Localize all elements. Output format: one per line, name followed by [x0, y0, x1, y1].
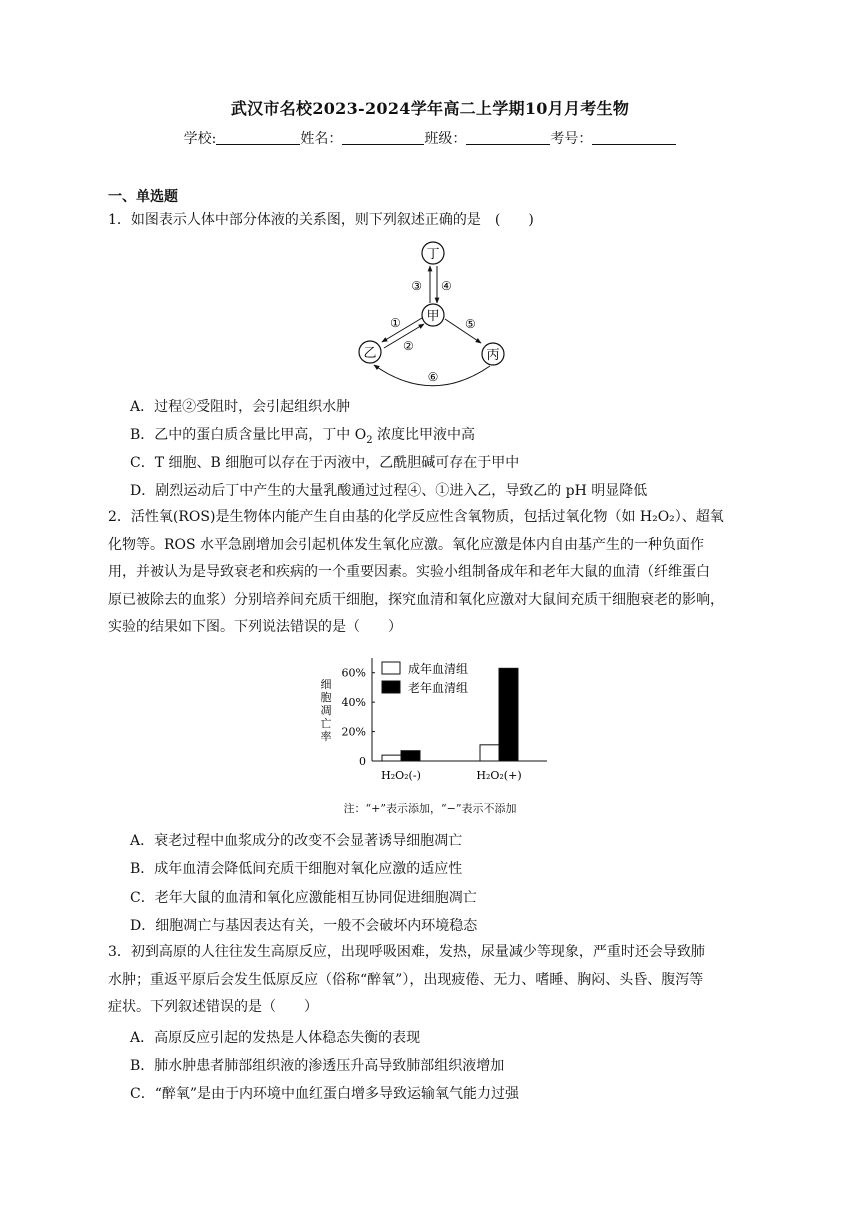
y-axis-label-char: 亡	[320, 717, 332, 730]
q2-option-a[interactable]: A．衰老过程中血浆成分的改变不会显著诱导细胞凋亡	[130, 833, 463, 849]
exam-no-blank[interactable]	[592, 130, 676, 145]
legend-swatch	[382, 662, 400, 674]
node-bing	[482, 343, 504, 365]
name-blank[interactable]	[342, 130, 424, 145]
svg-text:乙: 乙	[363, 346, 377, 361]
y-axis-label-char: 凋	[320, 704, 332, 717]
x-tick-label: H₂O₂(-)	[381, 769, 421, 782]
y-tick-label: 60%	[341, 666, 366, 680]
label-2: ②	[403, 339, 414, 353]
school-label: 学校:	[183, 131, 217, 147]
legend-label: 老年血清组	[408, 681, 469, 695]
label-1: ①	[390, 316, 401, 330]
exam-title: 武汉市名校2023-2024学年高二上学期10月月考生物	[230, 99, 630, 118]
x-tick-label: H₂O₂(+)	[476, 769, 522, 782]
bar-elderly-0	[401, 751, 420, 761]
q3-option-a[interactable]: A．高原反应引起的发热是人体稳态失衡的表现	[130, 1030, 421, 1046]
y-tick-label: 40%	[341, 696, 366, 710]
q1-stem: 1．如图表示人体中部分体液的关系图，则下列叙述正确的是 ( )	[108, 212, 534, 228]
svg-text:丁: 丁	[426, 247, 440, 262]
q2-option-c[interactable]: C．老年大鼠的血清和氧化应激能相互协同促进细胞凋亡	[130, 890, 477, 906]
node-yi	[359, 341, 381, 363]
label-4: ④	[441, 279, 452, 293]
label-5: ⑤	[465, 317, 476, 331]
q3-stem: 3．初到高原的人往往发生高原反应，出现呼吸困难，发热，尿量减少等现象，严重时还会导致肺 水肿；重返平原后会发生低原反应（俗称“醉氧”），出现疲倦、无力、嗜睡、胸闷、头昏、腹泻等 症状。下列叙述错误的是（ ）	[108, 944, 705, 1015]
node-ding	[422, 242, 444, 264]
y-tick-label: 20%	[341, 725, 366, 739]
q1-option-a[interactable]: A．过程②受阻时，会引起组织水肿	[130, 399, 351, 415]
q1-option-b[interactable]: B．乙中的蛋白质含量比甲高，丁中 $O_2$ 浓度比甲液中高	[130, 427, 476, 446]
legend-label: 成年血清组	[408, 662, 469, 676]
section-heading: 一、单选题	[108, 189, 178, 205]
legend-swatch	[382, 681, 400, 693]
q2-option-d[interactable]: D．细胞凋亡与基因表达有关，一般不会破坏内环境稳态	[130, 918, 478, 934]
q1-option-c[interactable]: C．T 细胞、B 细胞可以存在于丙液中，乙酰胆碱可存在于甲中	[130, 455, 520, 471]
y-tick-label: 0	[359, 755, 366, 768]
body-fluid-diagram	[350, 238, 520, 388]
node-jia	[422, 304, 444, 326]
svg-text:丙: 丙	[486, 348, 500, 363]
exam-no-label: 考号：	[550, 131, 593, 147]
bar-adult-0	[382, 755, 401, 761]
svg-text:甲: 甲	[426, 309, 440, 324]
label-3: ③	[411, 279, 422, 293]
school-blank[interactable]	[216, 130, 300, 145]
y-axis-label-char: 细	[320, 678, 332, 691]
y-axis-label-char: 胞	[320, 691, 332, 704]
y-axis-label-char: 率	[320, 730, 332, 743]
name-label: 姓名：	[300, 131, 343, 147]
arrow-1	[382, 318, 422, 342]
student-info-line	[0, 128, 860, 148]
chart-note: 注：“+”表示添加，“−”表示不添加	[343, 802, 517, 815]
q3-option-c[interactable]: C．“醉氧”是由于内环境中血红蛋白增多导致运输氧气能力过强	[130, 1086, 520, 1102]
q2-stem: 2．活性氧(ROS)是生物体内能产生自由基的化学反应性含氧物质，包括过氧化物（如 H₂O₂）、超氧 化物等。ROS 水平急剧增加会引起机体发生氧化应激。氧化应激是体内自由基产生的一种负面作 用，并被认为是导致衰老和疾病的一个重要因素。实验小组制备成年和老年大鼠的血清（纤维蛋白 原已被除去的血浆）分别培养间充质干细胞，探究血清和氧化应激对大鼠间充质干细胞衰老的影响， 实验的结果如下图。下列说法错误的是（ ）	[108, 509, 724, 635]
bar-adult-1	[480, 745, 499, 761]
q2-option-b[interactable]: B．成年血清会降低间充质干细胞对氧化应激的适应性	[130, 861, 463, 877]
class-label: 班级：	[424, 131, 467, 147]
label-6: ⑥	[427, 370, 439, 384]
q1-option-d[interactable]: D．剧烈运动后丁中产生的大量乳酸通过过程④、①进入乙，导致乙的 pH 明显降低	[130, 483, 648, 499]
bar-elderly-1	[499, 668, 518, 761]
y-axis-label	[321, 678, 332, 743]
apoptosis-bar-chart	[312, 650, 562, 795]
q3-option-b[interactable]: B．肺水肿患者肺部组织液的渗透压升高导致肺部组织液增加	[130, 1058, 505, 1074]
class-blank[interactable]	[466, 130, 550, 145]
